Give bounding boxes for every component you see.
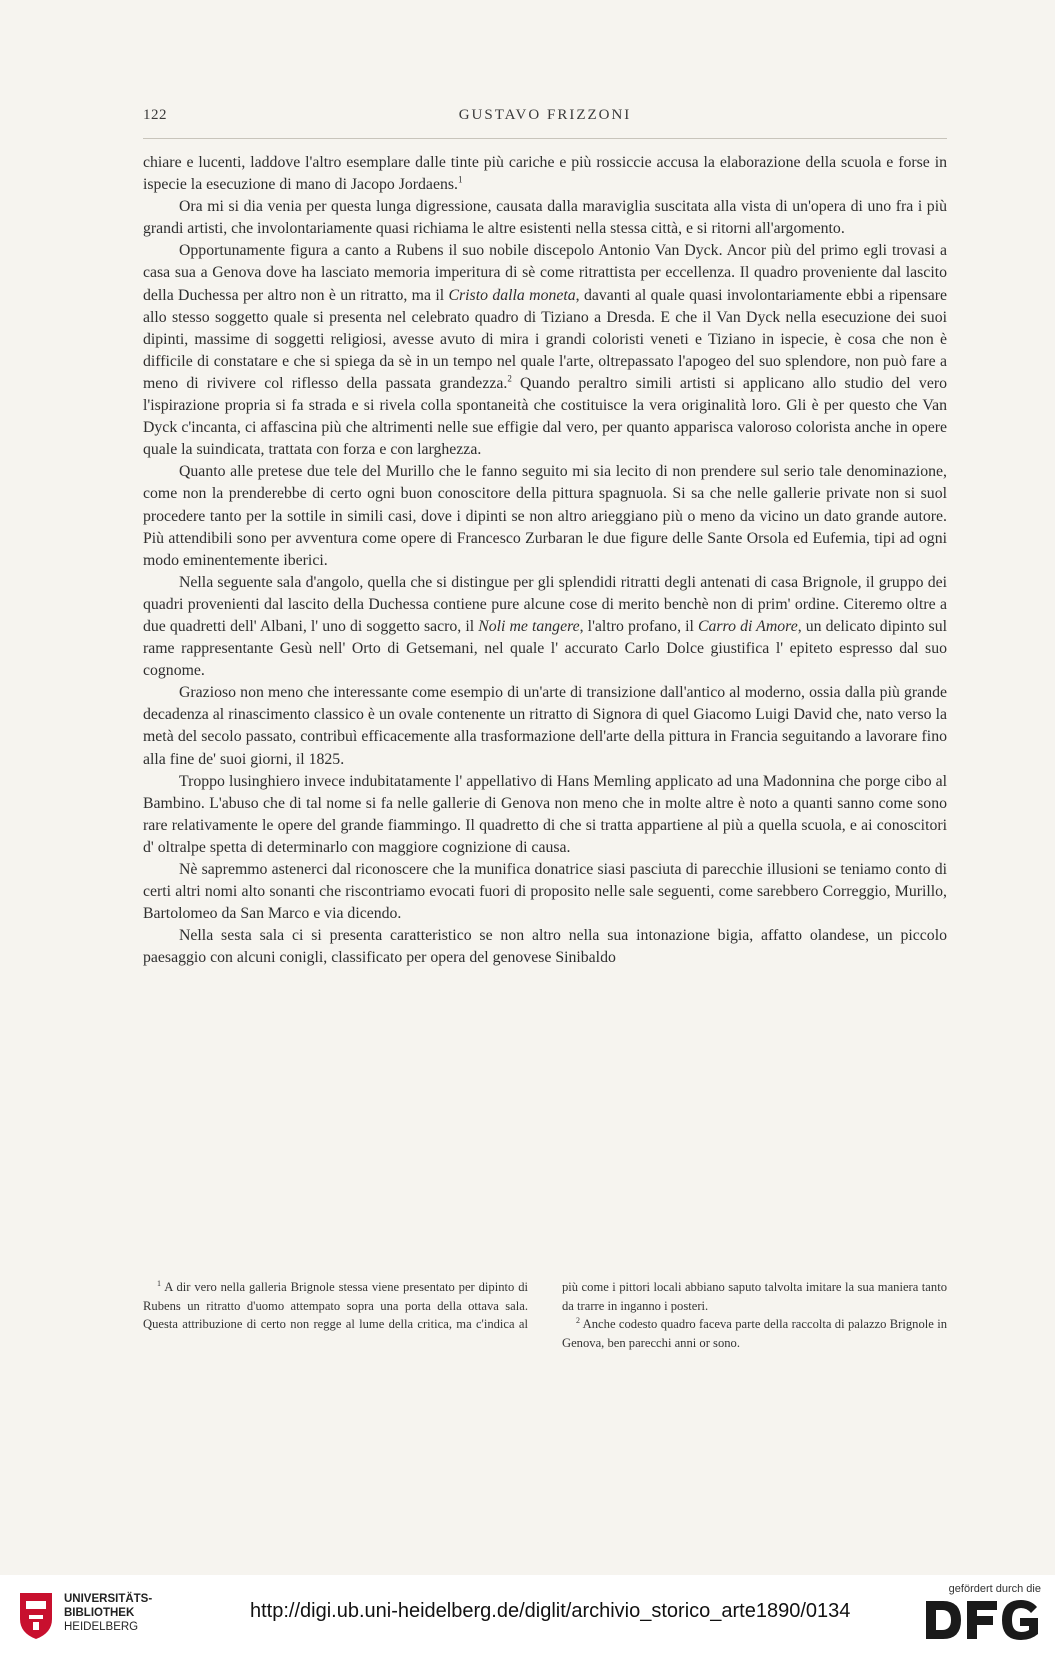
library-name[interactable]: UNIVERSITÄTS- BIBLIOTHEK HEIDELBERG: [64, 1593, 153, 1633]
paragraph-9: Nella sesta sala ci si presenta caratteristico se non altro nella sua intonazione bigia, affatto olandese, un piccolo paesaggio con alcuni conigli, classificato per opera del genovese Sinibaldo: [143, 927, 947, 967]
paragraph-3: Opportunamente figura a canto a Rubens il suo nobile discepolo Antonio Van Dyck. Ancor più del primo egli trovasi a casa sua a Genova dove ha lasciato memoria imperitura di sè come ritrattista per eccellenza. Il quadro proveniente dal lascito della Duchessa per altro non è un ritratto, ma il Cristo dalla moneta, davanti al quale quasi involontariamente ebbi a ripensare allo stesso soggetto quale si presenta nel celebrato quadro di Tiziano a Dresda. E che il Van Dyck nella esecuzione dei suoi dipinti, massime di soggetti religiosi, avesse avuto di mira i grandi coloristi veneti e Tiziano in ispecie, è cosa che non è difficile di constatare e che si spiega da sè in un tempo nel quale l'arte, oltrepassato l'apogeo del suo splendore, non può fare a meno di rivivere col riflesso della passata grandezza.$^2$ Quando peraltro simili artisti si applicano allo studio del vero l'ispirazione propria si fa strada e si rivela colla spontaneità che costituisce la vera originalità loro. Gli è per questo che Van Dyck c'incanta, ci affascina più che altrimenti nelle sue effigie dal vero, per quanto apparisca valoroso colorista anche in opere quale la suindicata, trattata con forza e con larghezza.: [143, 242, 947, 459]
body-text: [143, 152, 947, 969]
footnote-ref-1[interactable]: 1: [457, 174, 463, 185]
digitization-footer: [0, 1575, 1055, 1658]
footnote-ref-2[interactable]: 2: [507, 373, 512, 384]
paragraph-7: Troppo lusinghiero invece indubitatamente l' appellativo di Hans Memling applicato ad una Madonnina che porge cibo al Bambino. L'abuso che di tal nome si fa nelle gallerie di Genova non meno che in molte altre è noto a quanti sanno come sono rare relativamente le opere del grande fiammingo. Il quadretto di che si tratta appartiene al più a quella scuola, e ai conoscitori d' oltralpe spetta di determinarlo con maggiore cognizione di causa.: [143, 772, 947, 856]
paragraph-6: Grazioso non meno che interessante come esempio di un'arte di transizione dall'antico al moderno, ossia dalla più grande decadenza al rinascimento classico è un ovale contenente un ritratto di Signora di quel Giacomo Luigi David che, nato verso la metà del secolo passato, contribuì efficacemente alla trasformazione dell'arte della pittura in Francia seguitando a lavorare fino alla fine de' suoi giorni, il 1825.: [143, 684, 947, 768]
page-header: [143, 107, 947, 131]
paragraph-4: Quanto alle pretese due tele del Murillo che le fanno seguito mi sia lecito di non prendere sul serio tale denominazione, come non la prenderebbe di certo ogni buon conoscitore della pittura spagnuola. Si sa che nelle gallerie private non si suol procedere tanto per la sottile in simili casi, dove i dipinti se non altro arieggiano più o meno da vicino un dato grande autore. Più attendibili sono per avventura come opere di Francesco Zurbaran le due figure delle Sante Orsola ed Eufemia, tipi ad ogni modo eminentemente iberici.: [143, 463, 947, 569]
sponsor-block: [911, 1583, 1041, 1643]
artwork-title: Carro di Amore: [697, 617, 798, 635]
source-url-link[interactable]: http://digi.ub.uni-heidelberg.de/diglit/archivio_storico_arte1890/0134: [250, 1600, 851, 1622]
paragraph-5: Nella seguente sala d'angolo, quella che si distingue per gli splendidi ritratti degli antenati di casa Brignole, il gruppo dei quadri provenienti dal lascito della Duchessa contiene pure alcune cose di merito benchè non di prim' ordine. Citeremo oltre a due quadretti dell' Albani, l' uno di soggetto sacro, il Noli me tangere, l'altro profano, il Carro di Amore, un delicato dipinto sul rame rappresentante Gesù nell' Orto di Getsemani, nel quale l' accurato Carlo Dolce giustifica l' epiteto espresso dal suo cognome.: [143, 573, 947, 680]
header-rule: [143, 138, 947, 139]
footnote-2: $^2$ Anche codesto quadro faceva parte della raccolta di palazzo Brignole in Genova, ben parecchi anni or sono.: [562, 1315, 947, 1350]
page-number: 122: [143, 107, 167, 123]
sponsor-label: gefördert durch die: [948, 1583, 1041, 1595]
university-seal-icon[interactable]: [14, 1589, 58, 1641]
paragraph-8: Nè sapremmo astenerci dal riconoscere che la munifica donatrice siasi pasciuta di parecchie illusioni se teniamo conto di certi altri nomi alto sonanti che riscontriamo evocati fuori di proposito nelle sale seguenti, come sarebbero Correggio, Murillo, Bartolomeo da San Marco e via dicendo.: [143, 861, 947, 923]
footnotes: [143, 1278, 947, 1352]
dfg-logo-icon[interactable]: [923, 1597, 1041, 1643]
artwork-title: Cristo dalla moneta: [448, 286, 576, 304]
paragraph-1: chiare e lucenti, laddove l'altro esemplare dalle tinte più cariche e più rossiccie accusa la elaborazione della scuola e forse in ispecie la esecuzione di mano di Jacopo Jordaens.$^1$: [143, 154, 947, 194]
paragraph-2: Ora mi si dia venia per questa lunga digressione, causata dalla maraviglia suscitata alla vista di un'opera di uno fra i più grandi artisti, che involontariamente quasi richiama le altre esistenti nella stessa città, e si ritorni all'argomento.: [143, 198, 947, 238]
artwork-title: Noli me tangere: [478, 617, 580, 635]
footnote-1: $^1$ A dir vero nella galleria Brignole stessa viene presentato per dipinto di Rubens un ritratto d'uomo attempato sopra una porta della ottava sala. Questa attribuzione di certo non regge al lume della critica, ma c'indica al più come i pittori locali abbiano saputo talvolta imitare la sua maniera tanto da trarre in inganno i posteri.: [143, 1278, 947, 1331]
running-title: GUSTAVO FRIZZONI: [458, 107, 632, 123]
